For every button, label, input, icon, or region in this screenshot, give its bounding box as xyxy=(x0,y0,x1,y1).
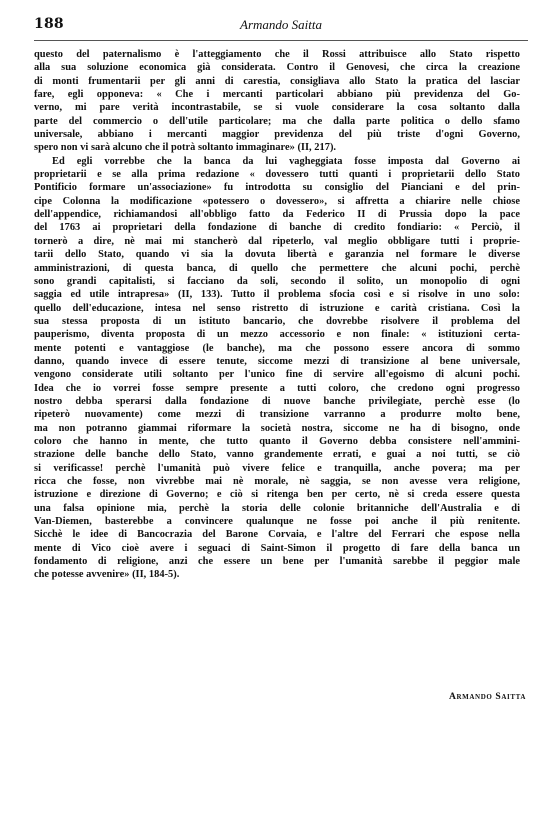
author-signature: Armando Saitta xyxy=(449,691,526,702)
text-line: vengono considerate utili soltanto per l'unico fine di servire all'egoismo di alcuni pochi. xyxy=(34,369,520,381)
text-line: pauperismo, diventa proposta di un mezzo accessorio e non finale: « istituzioni certa- xyxy=(34,329,520,341)
text-line: mente potenti e vantaggiose (le banche), ma che possono essere ancora di sommo xyxy=(34,342,520,354)
text-line: ma non potranno giammai riformare la società nostra, siccome ne ha di bisogno, onde xyxy=(34,422,520,434)
text-line: Idea che io vorrei fosse sempre presente a tutti coloro, che credono ogni progresso xyxy=(34,382,520,394)
text-line: ripeterò nuovamente) come mezzi di transizione varranno a produrre molto bene, xyxy=(34,409,520,421)
text-line: di monti frumentarii per gli anni di carestia, consigliava allo Stato la pratica del lasciar xyxy=(34,75,520,87)
body-text xyxy=(34,48,520,582)
text-line: saggia ed utile intrapresa» (II, 133). Tutto il problema sfocia così e si risolve in uno solo: xyxy=(34,289,520,301)
text-line: questo del paternalismo è l'atteggiamento che il Rossi attribuisce allo Stato rispetto xyxy=(34,49,520,60)
page-header xyxy=(34,6,528,32)
text-line: cipe Colonna la modificazione «potessero o dovessero», si affretta a chiarire nelle chiose xyxy=(34,195,520,207)
text-line: Van-Diemen, basterebbe a convincere qualunque ne fosse poi anche il più renitente. xyxy=(34,516,520,528)
text-line: parte del commercio o dell'utile particolare; ma che dalla parte politica o dello sfamo xyxy=(34,115,520,127)
text-line: proprietarii e se alla prima redazione « dovessero tutti quanti i proprietarii dello Stato xyxy=(34,169,520,181)
text-line: Pontificio formare un'associazione» fu introdotta su consiglio del Pianciani e del prin- xyxy=(34,182,520,194)
text-line: amministrazioni, di questa banca, di quello che permettere che alcuni pochi, perchè xyxy=(34,262,520,274)
text-line: che potesse avvenire» (II, 184-5). xyxy=(34,569,180,581)
text-line: fondamento di religione, anzi che essere un bene per l'umanità sarebbe il peggior male xyxy=(34,556,520,568)
text-line: Ed egli vorrebbe che la banca da lui vagheggiata fosse imposta dal Governo ai xyxy=(52,155,520,167)
text-line: si verificasse! perchè l'umanità può vivere felice e tranquilla, anche povera; ma per xyxy=(34,462,520,474)
text-line: tornerò a dire, nè mai mi stancherò dal ripeterlo, val meglio obbligare tutti i proprie- xyxy=(34,235,520,247)
text-line: verno, mi pare verità incontrastabile, se si vuole considerare la cosa soltanto dalla xyxy=(34,102,520,114)
text-line: mente di Vico cioè avere i seguaci di Saint-Simon il progetto di fare della banca un xyxy=(34,542,520,554)
text-line: sua stessa proposta di un istituto bancario, che dovrebbe risolvere il problema del xyxy=(34,315,520,327)
text-line: del 1763 ai proprietari della fondazione di banche di credito fondiario: « Perciò, il xyxy=(34,222,520,234)
text-line: danno, quando invece di essere tenute, siccome mezzi di transizione al bene universale, xyxy=(34,355,520,367)
text-line: coloro che hanno in mente, che tutto quanto il Governo debba consistere nell'ammini- xyxy=(34,435,520,447)
text-line: ricca che fosse, non vivrebbe mai nè morale, nè saggia, se non avesse vera religione, xyxy=(34,476,520,487)
text-line: dell'appendice, richiamandosi all'obbligo fatto da Federico II di Prussia dopo la pace xyxy=(34,209,520,221)
text-line: una falsa opinione mia, perchè la storia delle colonie britanniche dell'Australia e di xyxy=(34,502,520,514)
text-line: fare, egli opponeva: « Che i mercanti particolari abbiano più previdenza del Go- xyxy=(34,89,520,101)
text-line: Sicchè le idee di Bancocrazia del Barone Corvaia, e l'altre del Ferrari che espose nella xyxy=(34,529,520,541)
page-number: 188 xyxy=(34,16,64,32)
text-line: strazione delle banche dello Stato, vanno grandemente errati, e guai a noi tutti, se ciò xyxy=(34,449,520,461)
text-line: sono grandi capitalisti, si facciano da soli, secondo il solito, un monopolio di ogni xyxy=(34,275,520,287)
text-line: tarii dello Stato, quando vi sia la dovuta libertà e garanzia nel formare le diverse xyxy=(34,249,520,261)
text-line: universale, abbiano i mercanti maggior previdenza del più triste d'ogni Governo, xyxy=(34,129,520,141)
text-line: spero non vi sarà alcuno che il potrà soltanto immaginare» (II, 217). xyxy=(34,142,337,154)
running-head: Armando Saitta xyxy=(240,17,322,32)
header-rule xyxy=(34,40,528,41)
text-line: istruzione e direzione di Governo; e ciò si ritenga ben per certo, nè si creda essere questa xyxy=(34,489,520,501)
text-line: quello dell'educazione, intesa nel senso ristretto di istruzione e carità cristiana. Così la xyxy=(34,302,520,314)
text-line: nostro debba sperarsi dalla fondazione di nuove banche privilegiate, perchè esse (lo xyxy=(34,395,520,407)
text-line: alla sua soluzione economica già considerata. Contro il Genovesi, che circa la creazione xyxy=(34,62,520,74)
